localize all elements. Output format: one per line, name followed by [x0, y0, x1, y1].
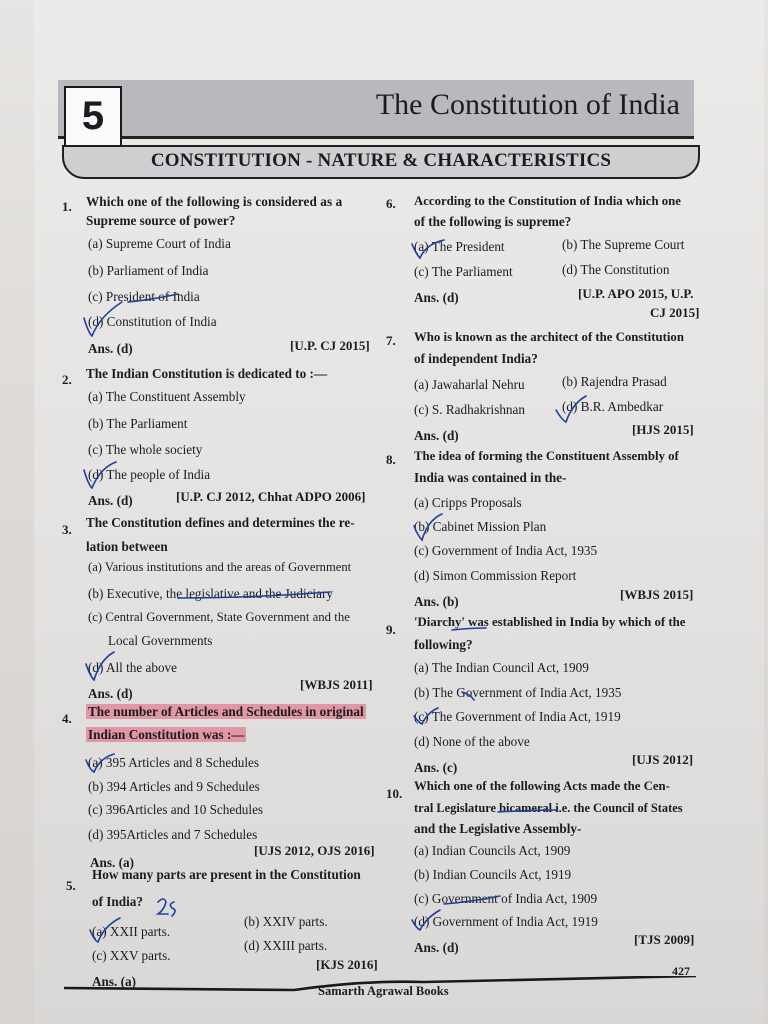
option: (a) The Constituent Assembly — [88, 389, 246, 404]
question-text: and the Legislative Assembly- — [414, 821, 582, 836]
pen-checkmark — [412, 910, 440, 930]
highlighted-text: Indian Constitution was :— — [88, 727, 245, 742]
option: (a) Jawaharlal Nehru — [414, 377, 525, 392]
exam-source: [U.P. CJ 2012, Chhat ADPO 2006] — [176, 489, 366, 504]
answer: Ans. (a) — [92, 974, 136, 989]
option: (d) Simon Commission Report — [414, 568, 577, 583]
question-text: India was contained in the- — [414, 470, 567, 485]
option: (b) Rajendra Prasad — [562, 374, 667, 389]
option: (c) 396Articles and 10 Schedules — [88, 802, 264, 817]
question-text: Who is known as the architect of the Constitution — [414, 330, 684, 344]
pen-underline — [498, 810, 556, 812]
option: (c) Central Government, State Government and the — [88, 610, 350, 624]
pen-checkmark — [414, 514, 442, 540]
question-number: 9. — [386, 622, 396, 637]
question-text: The Constitution defines and determines the re- — [86, 515, 355, 530]
question-text: following? — [414, 637, 473, 652]
option: Local Governments — [108, 633, 213, 648]
page-number: 427 — [672, 964, 690, 978]
pen-underline — [178, 592, 330, 598]
option: (c) The Government of India Act, 1919 — [414, 709, 621, 724]
option: (b) XXIV parts. — [244, 914, 328, 929]
pen-underline — [452, 628, 486, 630]
exam-source: [KJS 2016] — [316, 957, 378, 972]
pen-checkmark — [86, 652, 114, 680]
answer: Ans. (d) — [88, 686, 133, 701]
option: (d) B.R. Ambedkar — [562, 399, 664, 414]
option: (a) 395 Articles and 8 Schedules — [88, 755, 260, 770]
pen-checkmark — [462, 692, 474, 700]
answer: Ans. (b) — [414, 594, 459, 609]
option: (d) All the above — [88, 660, 177, 675]
question-text: Which one of the following is considered as a — [86, 194, 343, 209]
question-number: 5. — [66, 878, 76, 893]
question-number: 7. — [386, 333, 396, 348]
option: (a) Supreme Court of India — [88, 236, 231, 251]
question-number: 6. — [386, 196, 396, 211]
exam-source: [TJS 2009] — [634, 932, 695, 947]
option: (c) The Parliament — [414, 264, 513, 279]
option: (a) Cripps Proposals — [414, 495, 522, 510]
option: (d) Government of India Act, 1919 — [414, 914, 598, 929]
option: (a) Various institutions and the areas of Government — [88, 560, 352, 574]
question-number: 1. — [62, 199, 72, 214]
question-number: 2. — [62, 372, 72, 387]
option: (a) The President — [414, 239, 505, 254]
pen-underline — [128, 294, 178, 302]
exam-source: [WBJS 2015] — [620, 587, 694, 602]
chapter-title: The Constitution of India — [375, 88, 680, 121]
pen-underline — [444, 896, 500, 904]
option: (d) The Constitution — [562, 262, 670, 277]
option: (c) The whole society — [88, 442, 203, 457]
exam-source: CJ 2015] — [650, 305, 700, 320]
option: (c) Government of India Act, 1935 — [414, 543, 598, 558]
pen-checkmark — [84, 462, 116, 488]
question-number: 4. — [62, 711, 72, 726]
answer: Ans. (d) — [414, 428, 459, 443]
answer: Ans. (d) — [414, 290, 459, 305]
question-text: According to the Constitution of India which one — [414, 194, 681, 208]
option: (d) XXIII parts. — [244, 938, 328, 953]
option: (b) The Government of India Act, 1935 — [414, 685, 622, 700]
option: (a) The Indian Council Act, 1909 — [414, 660, 589, 675]
option: (c) President of India — [88, 289, 200, 304]
answer: Ans. (d) — [414, 940, 459, 955]
question-text: Supreme source of power? — [86, 213, 236, 228]
exam-source: [HJS 2015] — [632, 422, 694, 437]
exam-source: [U.P. APO 2015, U.P. — [578, 286, 694, 301]
answer: Ans. (c) — [414, 760, 458, 775]
question-text: of the following is supreme? — [414, 214, 572, 229]
question-text: 'Diarchy' was established in India by which of the — [414, 615, 686, 629]
pen-checkmark — [86, 754, 114, 772]
option: (b) Indian Councils Act, 1919 — [414, 867, 572, 882]
pen-checkmark — [84, 302, 122, 336]
option: (c) XXV parts. — [92, 948, 171, 963]
exam-source: [WBJS 2011] — [300, 677, 373, 692]
answer: Ans. (d) — [88, 341, 133, 356]
question-text: of independent India? — [414, 351, 538, 366]
chapter-number: 5 — [64, 86, 122, 148]
option: (d) The people of India — [88, 467, 211, 482]
answer: Ans. (a) — [90, 855, 134, 870]
highlighted-text: The number of Articles and Schedules in original — [88, 704, 364, 719]
answer: Ans. (d) — [88, 493, 133, 508]
pen-checkmark — [412, 240, 444, 258]
option: (b) The Parliament — [88, 416, 188, 431]
question-number: 10. — [386, 786, 403, 801]
pen-checkmark — [414, 708, 438, 724]
option: (c) Government of India Act, 1909 — [414, 891, 598, 906]
option: (b) 394 Articles and 9 Schedules — [88, 779, 260, 794]
exam-source: [UJS 2012, OJS 2016] — [254, 843, 375, 858]
option: (b) Parliament of India — [88, 263, 209, 278]
option: (c) S. Radhakrishnan — [414, 402, 525, 417]
question-text: lation between — [86, 539, 168, 554]
option: (d) 395Articles and 7 Schedules — [88, 827, 258, 842]
question-text: tral Legislature bicameral i.e. the Council of States — [414, 801, 683, 815]
pen-note-25 — [158, 899, 175, 916]
pen-checkmark — [90, 918, 120, 942]
question-text: The Indian Constitution is dedicated to :— — [86, 366, 328, 381]
question-text: Which one of the following Acts made the Cen- — [414, 779, 670, 793]
option: (a) Indian Councils Act, 1909 — [414, 843, 571, 858]
publisher-name: Samarth Agrawal Books — [318, 984, 449, 998]
exam-source: [U.P. CJ 2015] — [290, 338, 370, 353]
option: (d) Constitution of India — [88, 314, 217, 329]
question-text: of India? — [92, 894, 143, 909]
option: (b) Cabinet Mission Plan — [414, 519, 547, 534]
option: (d) None of the above — [414, 734, 530, 749]
option: (b) The Supreme Court — [562, 237, 685, 252]
question-text: How many parts are present in the Constitution — [92, 867, 361, 882]
question-number: 3. — [62, 522, 72, 537]
pen-checkmark — [556, 396, 586, 422]
option: (a) XXII parts. — [92, 924, 170, 939]
question-text: The idea of forming the Constituent Assembly of — [414, 449, 679, 463]
question-number: 8. — [386, 452, 396, 467]
exam-source: [UJS 2012] — [632, 752, 694, 767]
section-title: CONSTITUTION - NATURE & CHARACTERISTICS — [150, 150, 612, 171]
option: (b) Executive, the legislative and the Judiciary — [88, 586, 333, 601]
